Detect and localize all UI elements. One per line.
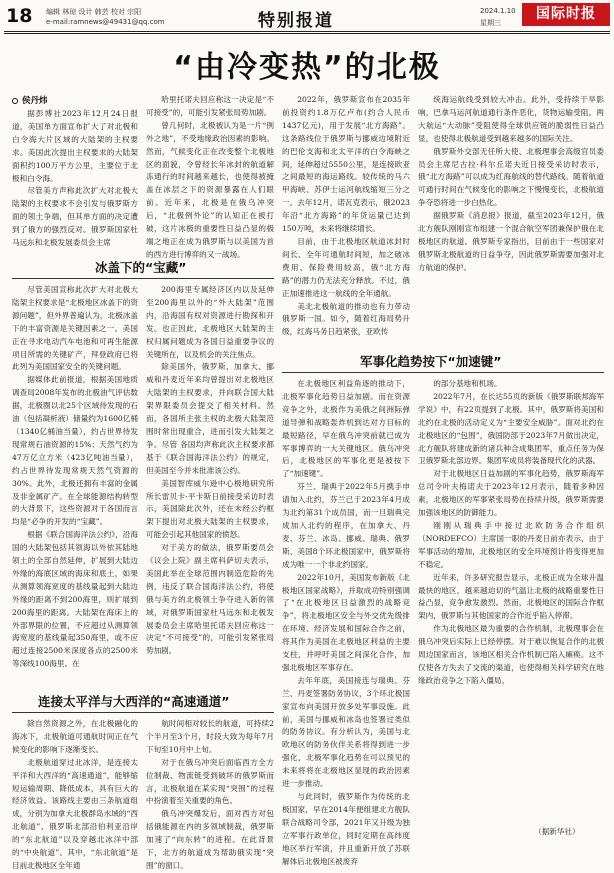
paragraph: 据媒体此前报道，根据美国地质调查局2008年发布的北极油气评估数据，北极圈以北25个区域待发现的石油（包括凝析液）储量约为1600亿桶（1340亿桶油当量），约占世界待发现常规石油资源的15%；天然气约为47万亿立方米（423亿吨油当量），约占世界待发现常规天然气资源的30%。此外，北极还拥有丰富的金属及非金属矿产。在全球能源结构转型的大背景下，这些资源对于各国而言均是“必争的开发的“宝藏”。: [12, 375, 138, 527]
subhead-militarization: 军事化趋势按下“加速键”: [360, 354, 502, 369]
column-1-intro: [12, 108, 138, 268]
paragraph: 200海里专属经济区内以及延伸至200海里以外的“外大陆架”范围内，沿海国有权对资源进行勘探和开发。也正因此，北极地区大陆架的主权归属问题成为各国日益重要争议的关键所在，以及机会的关注焦点。: [146, 285, 274, 359]
section-title: 特别报道: [258, 11, 334, 31]
staff-credits: 编辑 林琼 设计 韩芸 校对 宗阳: [46, 8, 142, 16]
issue-weekday: 星期三: [480, 19, 501, 27]
paragraph: 据彭博社2023年12月24日报道，美国单方面宣布扩大了对北极和白令海大片区域的大陆架的主权要求。美国此次提出主权要求的大陆架面积约100万平方公里，主要位于北极和白令海。: [12, 109, 138, 183]
paragraph: 在北极地区利益角逐的推动下，北极军事化趋势日益加剧。而在资源竞争之外，北极作为美俄之间洲际弹道导弹和战略轰炸机到达对方目标的最短路径，早在俄乌冲突前就已成为军事博弈的一大关键地区。俄乌冲突后，北极地区的军事化更是被按下了“加速键”。: [282, 379, 410, 479]
column-2-lower: [146, 718, 274, 870]
paragraph: 与此同时，俄罗斯作为传统的北极国家，早在2014年便组建北方舰队联合战略司令部，2021年又升级为独立军事行政单位，同时定期在高纬度地区举行军演，并且重新开放了苏联解体后北极地区被废弃: [282, 792, 410, 866]
paragraph: 美国智库威尔逊中心极地研究所所长雷贝卡·平卡斯日前接受采访时表示，美国除此次外，还在未经公约框架下提出对北极大陆架的主权要求，可能会引起其他国家的愤怒。: [146, 478, 274, 540]
paragraph: 尽管美国宣称此次扩大对北极大陆架主权要求是“北极地区冰盖下的资源问题”，但外界普遍认为，北极冰盖下的丰富资源是关键因素之一。美国正在寻求电动汽车电池和可再生能源项目所需的关键矿产，拜登政府已将此列为美国国家安全的关键问题。: [12, 285, 138, 372]
paragraph: 芬兰、瑞典于2022年5月携手申请加入北约，芬兰已于2023年4月成为北约第31个成员国，而一旦瑞典完成加入北约的程序，在加拿大、丹麦、芬兰、冰岛、挪威、瑞典、俄罗斯、美国8个环北极国家中，俄罗斯将成为唯一一个非北约国家。: [282, 482, 410, 569]
paragraph: 北极航道穿过北冰洋，是连接太平洋和大西洋的“高速通道”，能够缩短运输周期、降低成本，具有巨大的经济效益。该路线主要由三条航道组成，分别为加拿大北极群岛水域的“西北航道”、俄罗斯北部沿伯利亚沿岸的“东北航道”以及穿越北冰洋中部的“中央航道”。其中，“东北航道”是目前北极地区全年通: [12, 757, 138, 870]
page-number: 18: [6, 5, 33, 27]
byline-dot-icon: [12, 98, 18, 104]
paragraph: 尽管美方声称此次扩大对北极大陆架的主权要求不会引发与俄罗斯方面的领土争端，但其单方面的决定遭到了俄方的强烈反对。俄罗斯国家杜马远东和北极发展委员会主席: [12, 186, 138, 248]
paragraph: 除自然资源之外，在北极融化的海冰下，北极航道可通航时间正在气候变化的影响下逐渐变长。: [12, 719, 138, 754]
paragraph: 2022年7月，在长达55页的新版《俄罗斯联邦海军学说》中，有22页提到了北极。其中，俄罗斯将美国和北约在北极的活动定义为“主要安全威胁”。面对北约在北极地区的“包围”，俄国防部于2023年7月做出决定，北方舰队将建成新的诸兵种合成集团军，重点任务为保卫俄罗斯北部边界。集团军成员将装备现代化的武器。: [418, 391, 604, 466]
paragraph: 哈里托诺夫回应称这一决定是“不可接受”的，可能引发紧张局势加剧。: [146, 95, 274, 117]
column-4-intro: [418, 94, 604, 344]
paragraph: 对于北极地区日益加剧的军事化趋势，俄罗斯海军总司令叶夫梅诺夫于2023年12月表示，随着多种因素，北极地区的军事紧张局势在持续升级，俄罗斯需要加强该地区的防御能力。: [418, 469, 604, 518]
paragraph: 刚刚从瑞典手中接过北欧防务合作组织（NORDEFCO）主席国一职的丹麦日前亦表示，由于军事活动的增加，北极地区的安全环境预计将变得更加不稳定。: [418, 520, 604, 569]
column-1-middle: [12, 284, 138, 684]
paragraph: 的部分基地和机场。: [433, 379, 502, 388]
paragraph: 除美国外，俄罗斯、加拿大、挪威和丹麦近年来均曾提出对北极地区大陆架的主权要求，并向联合国大陆架界限委员会提交了相关材料。然而，各国所主张主权的北极大陆架范围时常出现重合，进而引发大陆架之争。尽管 各国均声称此次主权要求都基于《联合国海洋法公约》的规定，但美国至今并未批准该公约。: [146, 362, 274, 475]
author-name: 侯丹炜: [22, 96, 48, 106]
paragraph: 曾几何时，北极被认为是一片“例外之地”，不受地缘政治因素的影响。然而，气候变化正在改变整个北极地区的面貌，令曾经长年冰封的航道解冻通行的时间越来越长，也使得被掩盖在冰层之下的资源暴露在人们眼前。近年来，北极是在俄乌冲突后，“北极例外论”的认知正在被打破，这片冰极的重要性日益凸显的极端之地正在成为俄罗斯与以美国为首的西方进行博弈的又一战场。: [146, 120, 274, 259]
paragraph: 作为北极地区最为重要的合作机制，北极理事会在俄乌冲突后实际上已经停摆。对于难以恢复合作的北极周边国家而言，该地区相关合作机制已陷入瘫痪。这不仅使各方失去了交流的渠道，也使得相关科学研究在地缘政治竞争之下陷入僵局。: [418, 624, 604, 685]
column-4-lower: [418, 378, 604, 824]
paragraph: 近年来，许多研究报告显示，北极正成为全球升温最快的地区，越来越迫切的气温让北极的战略重要性日益凸显，竞争愈发激烈。然而，北极地区的国际合作框架内，俄罗斯与其他国家的合作近乎陷入停滞。: [418, 572, 604, 621]
column-1-lower: [12, 718, 138, 870]
header-rule-thin: [4, 33, 610, 34]
byline: [12, 94, 48, 106]
paragraph: 2022年10月，美国发布新版《北极地区国家战略》，并取成功特别强调了“在北极地区日益激烈的战略竞争”，将北极地区安全与外交优先级排在环境、经济发展和国际合作之前，将其作为美国在北极地区利益的主要支柱，并呼吁美国之间深化合作，加强北极地区军事存在。: [282, 572, 410, 672]
paragraph: 据俄罗斯《消息报》报道，截至2023年12月，俄北方舰队刚刚宣布组建一个混合航空军团兼保护俄在北极地区的航道。俄罗斯专家指出，目前由于一些国家对俄罗斯北极航道的日益争夺，因此俄罗斯需要加强对北方航道的保护。: [418, 211, 604, 272]
header-rule: [4, 31, 610, 32]
subhead-rule: [282, 372, 604, 373]
issue-date: 2024.1.10: [480, 7, 516, 15]
column-3-lower: [282, 378, 410, 866]
contact-email: e-mail:ramnews@49431@qq.com: [46, 18, 165, 26]
column-3-intro: [282, 94, 410, 344]
paragraph: 航时间相对较长的航道，可持续2个半月至3个月，时段大致为每年7月下旬至10月中上旬。: [146, 719, 274, 754]
column-2-intro: [146, 94, 274, 268]
paragraph: 去年年底，美国接连与瑞典、芬兰、丹麦签署防务协议，3个环北极国家宣布向美国开放多处军事设施。此前，美国与挪威和冰岛也签署过类似的防务协议。有分析认为，美国与北欧地区的防务伙伴关系将得到进一步强化，北极军事化趋势在可以预见的未来将将在北极地区显现的政治因素进一步推动。: [282, 675, 410, 789]
newspaper-logo: 国际时报: [522, 3, 610, 26]
paragraph: 统海运航线受到较大冲击。此外，受持续干旱影响，巴拿马运河航道通行条件恶化，货物运输受阻。两大航运“大动脉”受阻使得全球供应链的脆弱性日益凸显，也使得北极航道受到越来越多的国际关注。: [418, 95, 604, 143]
page-header: [0, 0, 614, 34]
subhead-treasure: 冰盖下的“宝藏”: [95, 260, 187, 275]
subhead-rule: [12, 712, 274, 713]
paragraph: 俄乌冲突爆发后，面对西方对包括俄能源在内的多领域制裁，俄罗斯加速了“向东转”的进程。在此背景下，北方的航道成为帮助俄实现“突围”的窗口。: [146, 809, 274, 870]
paragraph: 根据《联合国海洋法公约》，沿海国的大陆架包括其领海以外依其陆地领土的全部自然延伸，扩展到大陆边外缘的海底区域的海床和底土，如果从测算领海宽度的基线量起到大陆边外缘的距离不到200海里，则扩展到200海里的距离。大陆架在海床上的外部界限的位置，不应超过从测算领海宽度的基线量起350海里，或不应超过连接2500米深度各点的2500米等深线100海里。在: [12, 530, 138, 669]
paragraph: 目前，由于北极地区航道冰封时间长、全年可通航时间短，加之破冰费用、保险费用较高，俄“北方海路”的潜力仍无法充分释放。不过，俄正加速推进这一航线的全年通航。: [282, 236, 410, 298]
paragraph: 对于在俄乌冲突后面临西方全方位制裁、物流链受到破坏的俄罗斯而言，北极航道在某实现“突围”的过程中扮演着至关重要的角色。: [146, 757, 274, 806]
column-2-middle: [146, 284, 274, 684]
paragraph: 美北北极航道的推动也有力带动俄罗斯一国。如今，随着红海局势升级，红海马务日趋紧张，亚欧传: [282, 301, 410, 337]
paragraph: 2022年，俄罗斯宣布在2035年前投资约1.8万亿卢布(约合人民币1437亿元)，用于发展“北方海路”。这条路线位于俄罗斯与挪威边境附近的巴伦支海和北太平洋的白令海峡之间，延伸超过5550公里，是连接欧亚之间最短的海运路线。较传统的马六甲海峡、苏伊士运河航线缩短三分之一。去年12月，诺瓦克表示，俄2023年沿“北方海路”的年货运量已达到150万吨，未来将继续增长。: [282, 95, 410, 234]
subhead-high-speed-channel: 连接太平洋与大西洋的“高速通道”: [38, 694, 230, 709]
paragraph: 对于美方的做法，俄罗斯要员会《议会上院》副主席科萨切夫表示，美国此举在全球范围内制造危险的先例，违反了联合国海洋法公约，将使俄与美方的北极领土争夺进入新的领域，对俄罗斯国家杜马远东和北极发展委员会主席哈里托诺夫回应称这一决定“不可接受”的，可能引发紧张局势加剧。: [146, 543, 274, 656]
article-source: （据新华社）: [534, 827, 580, 836]
subhead-rule: [12, 278, 274, 279]
paragraph: 俄罗斯外交部无任所大使、北极理事会高级官员委员会主席尼古拉·科尔丘诺夫近日接受采访时表示，俄“北方海路”可以成为红海航线的替代路线。随着航道可通行时间在气候变化的影响之下慢慢变长，北极航道争夺恐将进一步白热化。: [418, 146, 604, 208]
article-headline: “由冷变热”的北极: [173, 50, 441, 85]
